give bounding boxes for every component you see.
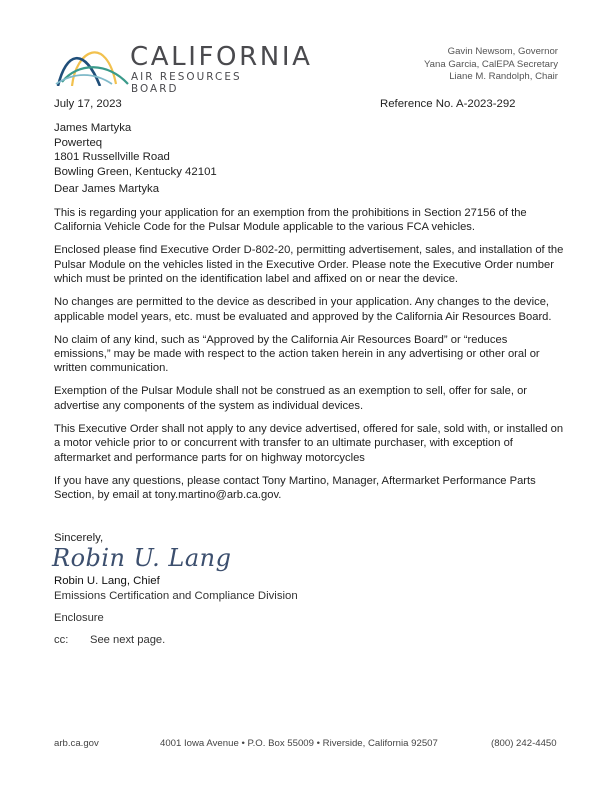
enclosure-note: Enclosure: [54, 612, 104, 624]
paragraph: No changes are permitted to the device as described in your application. Any changes to the device, applicable model years, etc. must be evaluated and approved by the California Air Resources Board.: [54, 296, 552, 323]
official-chair: Liane M. Randolph, Chair: [449, 71, 558, 83]
cc-label: cc:: [54, 634, 69, 646]
paragraph: If you have any questions, please contact Tony Martino, Manager, Aftermarket Performance Parts Section, by email at tony.martino@arb.ca.gov.: [54, 474, 536, 502]
arcs-logo-icon: [54, 40, 130, 86]
signature-script: Robin U. Lang: [52, 544, 232, 572]
recipient-name: James Martyka: [54, 122, 132, 134]
letter-date: July 17, 2023: [54, 98, 122, 110]
paragraph: No claim of any kind, such as “Approved by the California Air Resources Board” or “reduces emissions,” may be made with respect to the action taken herein in any advertising or other oral or written communication.: [54, 333, 540, 375]
reference-number: Reference No. A-2023-292: [380, 98, 516, 110]
closing: Sincerely,: [54, 532, 104, 544]
cc-value: See next page.: [90, 634, 166, 646]
officials-list: [424, 46, 558, 84]
letter-body: [54, 206, 564, 511]
cc-line: [54, 634, 166, 646]
signer-division: Emissions Certification and Compliance Division: [54, 589, 298, 602]
paragraph: This is regarding your application for an exemption from the prohibitions in Section 27156 of the California Vehicle Code for the Pulsar Module applicable to the various FCA vehicles.: [54, 207, 527, 234]
paragraph: Enclosed please find Executive Order D-802-20, permitting advertisement, sales, and installation of the Pulsar Module on the vehicles listed in the Executive Order. Please note the Executive Order number which must be printed on the identification label and affixed on or near the device.: [54, 244, 564, 286]
signer-name: Robin U. Lang, Chief: [54, 575, 160, 587]
paragraph: This Executive Order shall not apply to any device advertised, offered for sale, sold with, or installed on a motor vehicle prior to or concurrent with transfer to an ultimate purchaser, with exception of aftermarket and performance parts for on highway motorcycles: [54, 422, 564, 464]
official-secretary: Yana Garcia, CalEPA Secretary: [423, 58, 558, 70]
org-subtitle: AIR RESOURCES BOARD: [131, 71, 242, 95]
recipient-city: Bowling Green, Kentucky 42101: [54, 165, 217, 178]
footer-address: 4001 Iowa Avenue • P.O. Box 55009 • Riverside, California 92507: [160, 738, 438, 749]
org-title: CALIFORNIA: [130, 42, 313, 72]
carb-logo: [54, 40, 313, 95]
footer-website[interactable]: arb.ca.gov: [54, 738, 99, 749]
paragraph: Exemption of the Pulsar Module shall not be construed as an exemption to sell, offer for sale, or advertise any components of the system as individual devices.: [54, 385, 528, 412]
salutation: Dear James Martyka: [54, 183, 160, 195]
official-governor: Gavin Newsom, Governor: [447, 46, 558, 57]
recipient-street: 1801 Russellville Road: [54, 151, 170, 164]
signer-block: [54, 574, 298, 603]
recipient-company: Powerteq: [54, 136, 103, 149]
recipient-address: [54, 121, 217, 179]
footer-phone: (800) 242-4450: [491, 738, 557, 749]
